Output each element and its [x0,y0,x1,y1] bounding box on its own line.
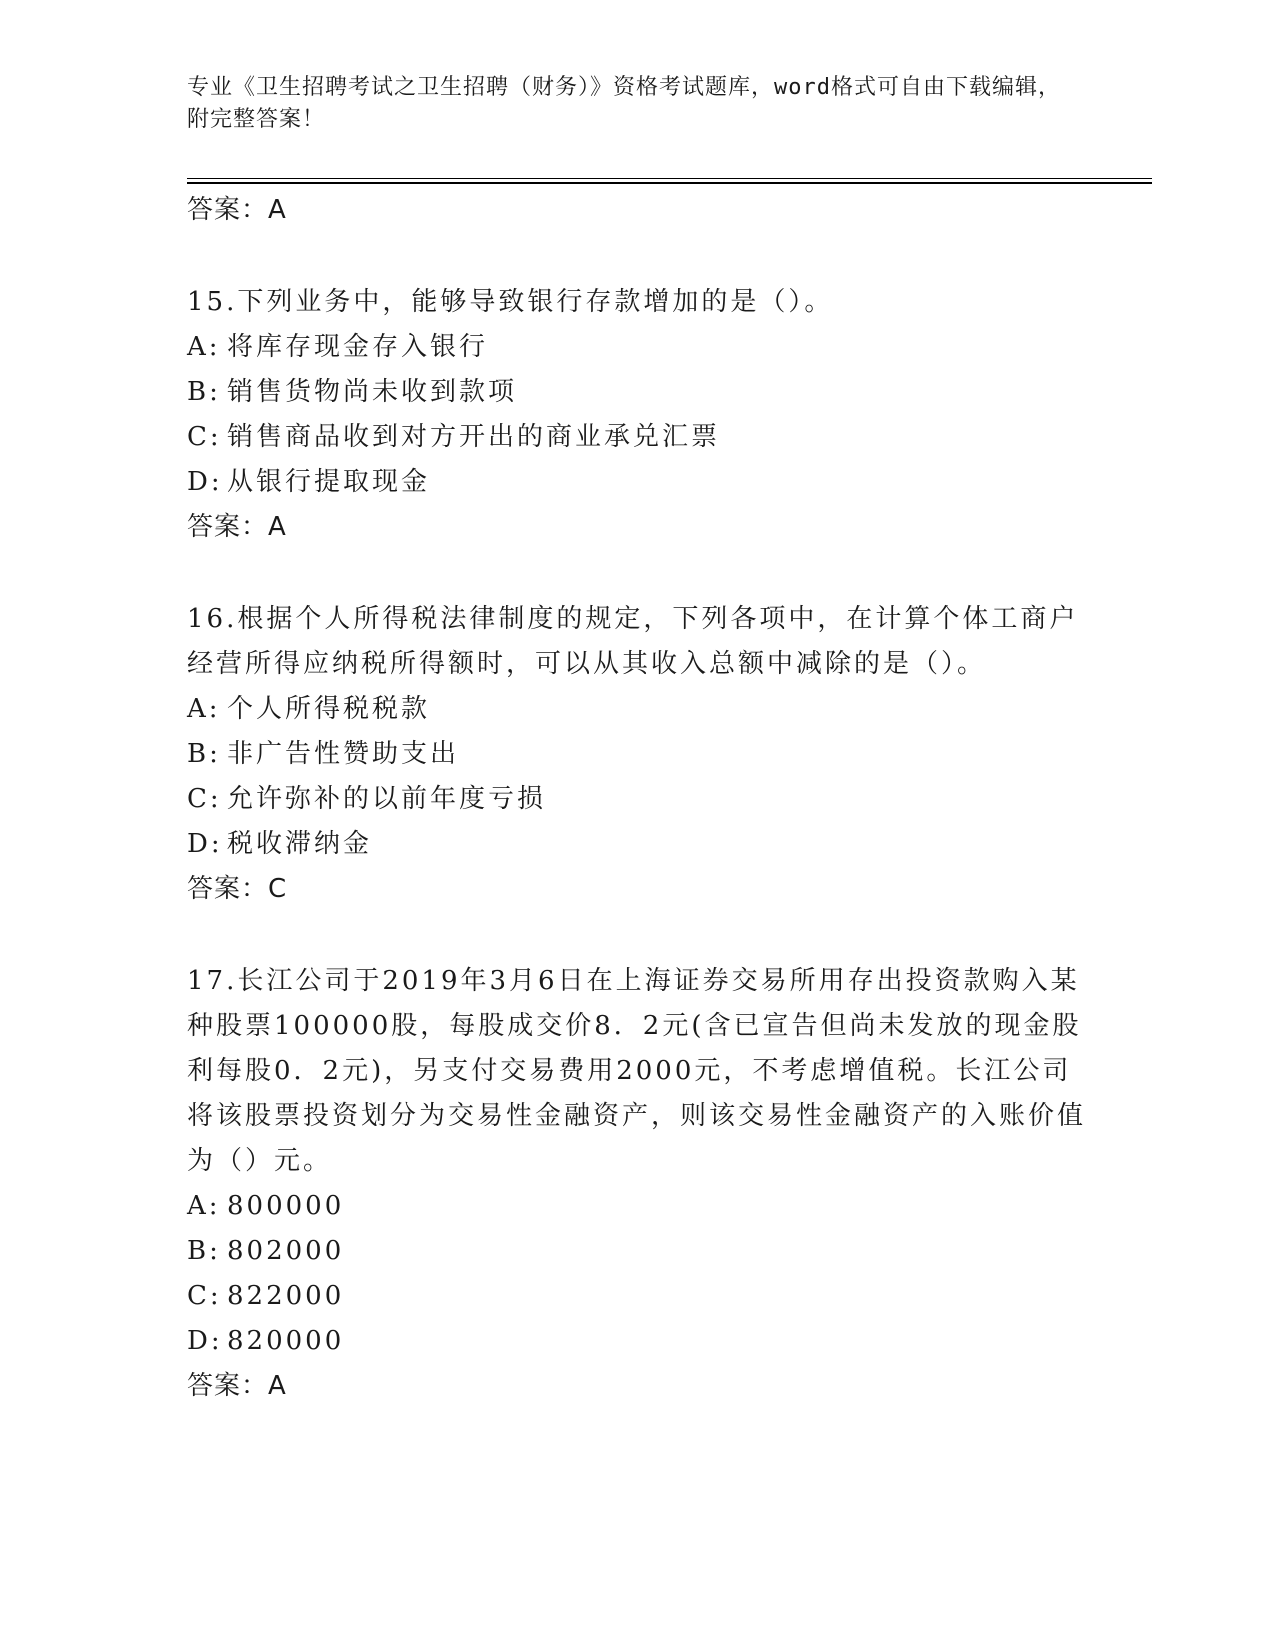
option-text: 800000 [227,1191,345,1221]
option-key: B: [187,739,221,769]
option-text: 允许弥补的以前年度亏损 [227,784,547,814]
option-key: B: [187,1236,221,1266]
option-text: 销售货物尚未收到款项 [227,377,518,407]
question-17 [187,959,1087,1409]
header-divider-thin [187,178,1152,179]
option-b [187,370,1087,415]
option-text: 将库存现金存入银行 [227,332,489,362]
answer-line: 答案：A [187,1371,287,1401]
option-text: 822000 [227,1281,345,1311]
option-text: 销售商品收到对方开出的商业承兑汇票 [227,422,721,452]
question-stem: 16.根据个人所得税法律制度的规定，下列各项中，在计算个体工商户经营所得应纳税所得额时，可以从其收入总额中减除的是（）。 [187,604,1079,679]
option-key: C: [187,784,222,814]
question-list [187,188,1087,1409]
option-a [187,687,1087,732]
option-c [187,415,1087,460]
option-text: 个人所得税税款 [227,694,431,724]
option-c [187,777,1087,822]
header-divider-thick [187,182,1152,184]
option-c [187,1274,1087,1319]
option-text: 非广告性赞助支出 [227,739,460,769]
question-stem: 17.长江公司于2019年3月6日在上海证券交易所用存出投资款购入某种股票100000股，每股成交价8．2元(含已宣告但尚未发放的现金股利每股0．2元)，另支付交易费用2000元，不考虑增值税。长江公司将该股票投资划分为交易性金融资产，则该交易性金融资产的入账价值为（）元。 [187,966,1087,1176]
option-b [187,732,1087,777]
option-d [187,1319,1087,1364]
option-a [187,325,1087,370]
answer-line: 答案：C [187,874,288,904]
option-text: 税收滞纳金 [227,829,373,859]
option-key: A: [187,694,221,724]
question-15 [187,280,1087,550]
option-key: C: [187,422,222,452]
option-text: 802000 [227,1236,345,1266]
option-a [187,1184,1087,1229]
option-text: 820000 [227,1326,345,1356]
question-stem: 15.下列业务中，能够导致银行存款增加的是（）。 [187,287,834,317]
option-d [187,822,1087,867]
document-header: 专业《卫生招聘考试之卫生招聘（财务）》资格考试题库，word格式可自由下载编辑，附完整答案！ [187,75,1061,132]
option-key: C: [187,1281,222,1311]
option-key: D: [187,1326,223,1356]
option-key: A: [187,332,221,362]
option-key: D: [187,829,223,859]
option-d [187,460,1087,505]
option-key: B: [187,377,221,407]
previous-answer: 答案：A [187,195,287,225]
option-b [187,1229,1087,1274]
option-key: D: [187,467,223,497]
answer-line: 答案：A [187,512,287,542]
option-key: A: [187,1191,221,1221]
option-text: 从银行提取现金 [227,467,431,497]
question-16 [187,597,1087,912]
